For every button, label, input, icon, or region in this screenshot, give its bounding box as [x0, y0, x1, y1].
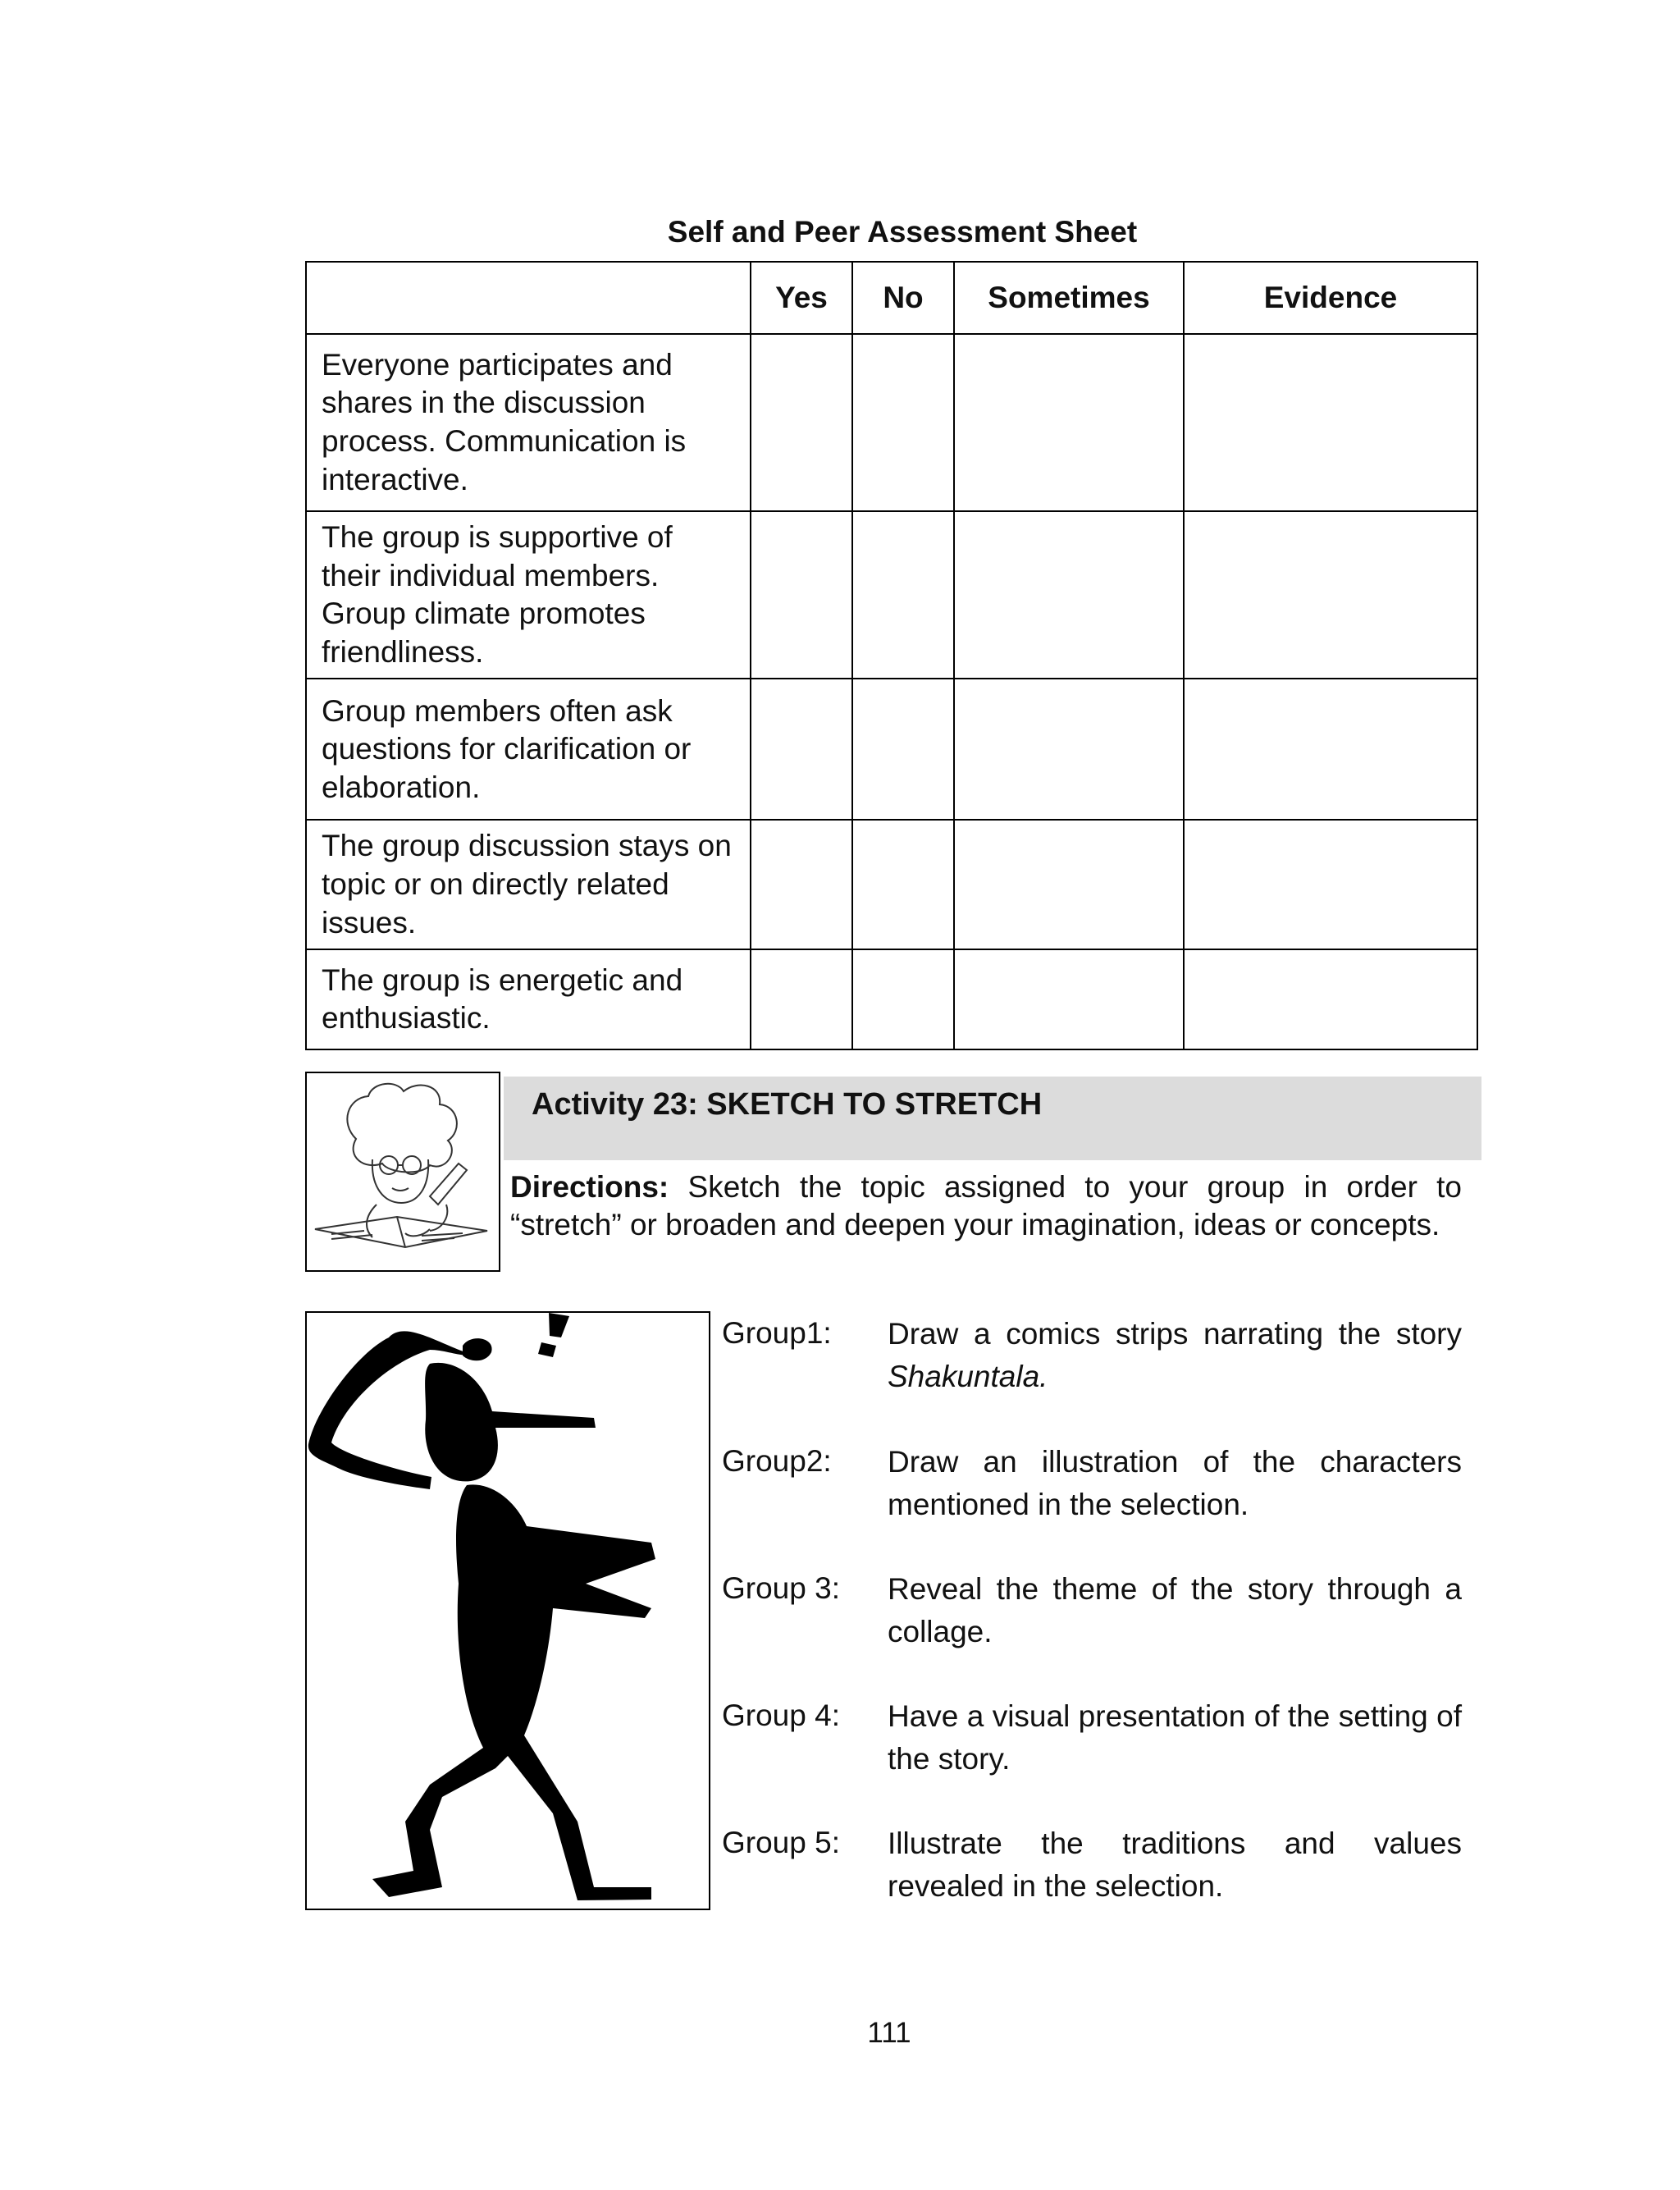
header-yes: Yes: [751, 262, 852, 334]
table-row: [306, 820, 1477, 949]
group-label: Group 3:: [722, 1571, 840, 1605]
criterion-cell: Group members often ask questions for clarification or elaboration.: [306, 679, 751, 820]
group-label: Group 4:: [722, 1699, 840, 1732]
yes-cell[interactable]: [751, 949, 852, 1049]
criterion-cell: The group is energetic and enthusiastic.: [306, 949, 751, 1049]
directions: [510, 1168, 1462, 1244]
sometimes-cell[interactable]: [954, 511, 1184, 679]
evidence-cell[interactable]: [1184, 949, 1477, 1049]
yes-cell[interactable]: [751, 511, 852, 679]
evidence-cell[interactable]: [1184, 334, 1477, 511]
yes-cell[interactable]: [751, 679, 852, 820]
page-title: Self and Peer Assessment Sheet: [667, 215, 1138, 249]
page-number: 111: [867, 2017, 911, 2049]
group-task: Reveal the theme of the story through a collage.: [888, 1572, 1462, 1648]
activity-title: Activity 23: SKETCH TO STRETCH: [532, 1087, 1043, 1122]
group-label: Group2:: [722, 1444, 832, 1478]
group-label: Group 5:: [722, 1826, 840, 1859]
group-label: Group1:: [722, 1316, 832, 1350]
yes-cell[interactable]: [751, 334, 852, 511]
group-task: Have a visual presentation of the setting of the story.: [888, 1699, 1462, 1776]
sometimes-cell[interactable]: [954, 820, 1184, 949]
directions-text: Sketch the topic assigned to your group in order to “stretch” or broaden and deepen your imagination, ideas or concepts.: [510, 1170, 1463, 1241]
directions-label: Directions:: [510, 1170, 669, 1204]
header-no: No: [852, 262, 954, 334]
group-task: [888, 1313, 1462, 1398]
yes-cell[interactable]: [751, 820, 852, 949]
sometimes-cell[interactable]: [954, 949, 1184, 1049]
sometimes-cell[interactable]: [954, 679, 1184, 820]
table-row: [306, 679, 1477, 820]
thinking-person-icon: [307, 1313, 709, 1909]
sometimes-cell[interactable]: [954, 334, 1184, 511]
evidence-cell[interactable]: [1184, 511, 1477, 679]
no-cell[interactable]: [852, 334, 954, 511]
group-task-text: Draw a comics strips narrating the story: [888, 1317, 1462, 1351]
criterion-cell: The group is supportive of their individual members. Group climate promotes friendliness.: [306, 511, 751, 679]
header-criteria: [306, 262, 751, 334]
evidence-cell[interactable]: [1184, 820, 1477, 949]
thinking-figure-illustration: [305, 1311, 710, 1910]
criterion-cell: The group discussion stays on topic or on directly related issues.: [306, 820, 751, 949]
story-title: Shakuntala.: [888, 1360, 1048, 1393]
table-header-row: [306, 262, 1477, 334]
table-row: [306, 949, 1477, 1049]
criterion-cell: Everyone participates and shares in the discussion process. Communication is interactive.: [306, 334, 751, 511]
student-drawing-icon: [307, 1073, 499, 1270]
group-task: Illustrate the traditions and values revealed in the selection.: [888, 1827, 1462, 1903]
group-task: Draw an illustration of the characters mentioned in the selection.: [888, 1445, 1462, 1521]
assessment-table: [305, 261, 1478, 1050]
header-sometimes: Sometimes: [954, 262, 1184, 334]
evidence-cell[interactable]: [1184, 679, 1477, 820]
no-cell[interactable]: [852, 511, 954, 679]
table-row: [306, 334, 1477, 511]
no-cell[interactable]: [852, 679, 954, 820]
student-drawing-illustration: [305, 1072, 500, 1272]
no-cell[interactable]: [852, 820, 954, 949]
no-cell[interactable]: [852, 949, 954, 1049]
table-row: [306, 511, 1477, 679]
header-evidence: Evidence: [1184, 262, 1477, 334]
